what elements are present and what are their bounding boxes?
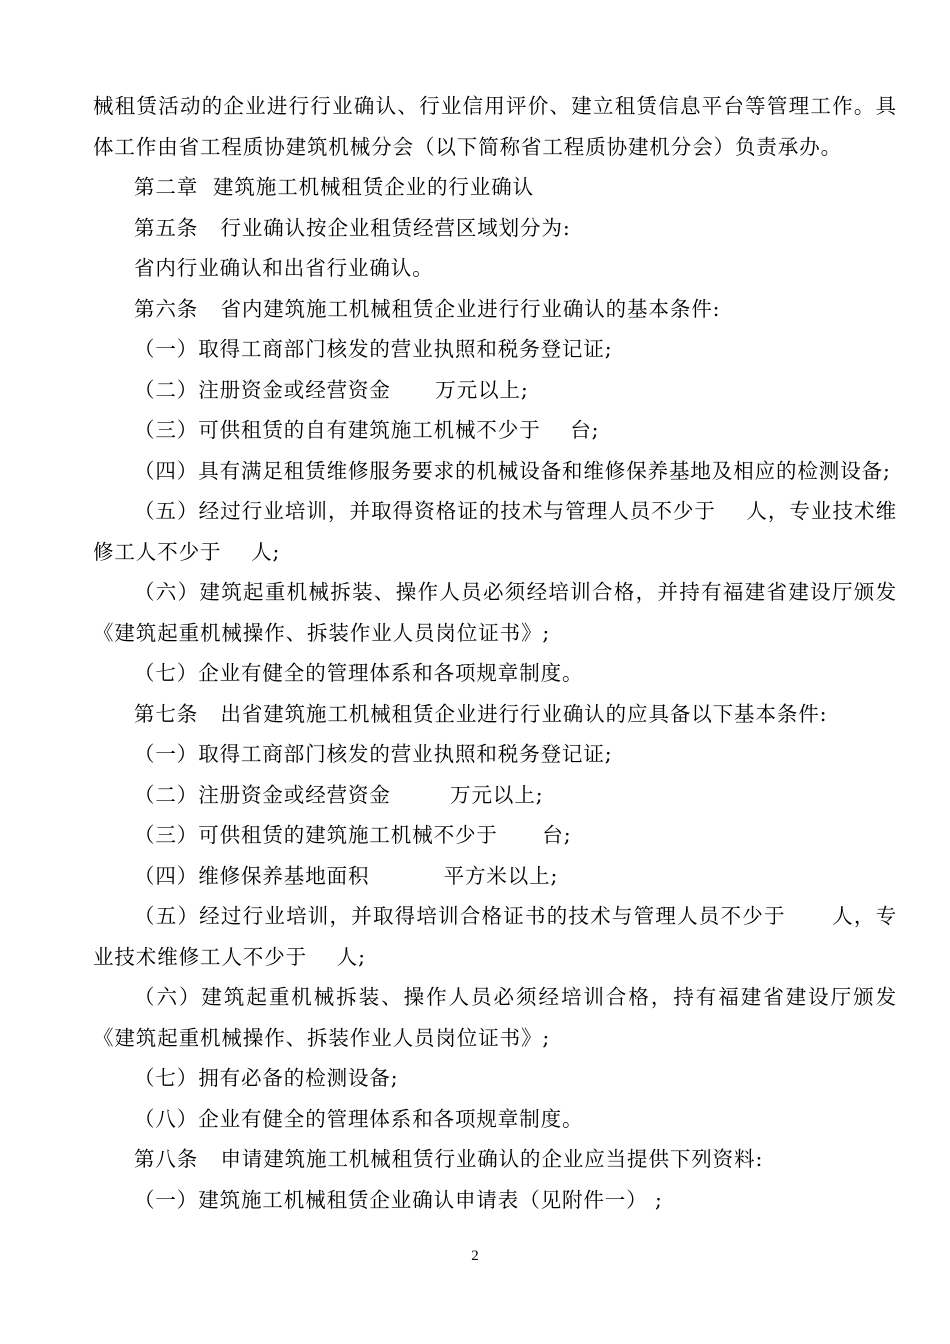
article-6-item-6: （六）建筑起重机械拆装、操作人员必须经培训合格，并持有福建省建设厅颁发《建筑起重机械操作、拆装作业人员岗位证书》; <box>93 580 897 645</box>
article-7-item-3: （三）可供租赁的建筑施工机械不少于 台; <box>134 823 572 847</box>
article-6-item-2: （二）注册资金或经营资金 万元以上; <box>134 377 529 402</box>
article-6-item-4: （四）具有满足租赁维修服务要求的机械设备和维修保养基地及相应的检测设备; <box>134 458 891 483</box>
page-number: 2 <box>471 1248 479 1264</box>
article-7-item-4: （四）维修保养基地面积 平方米以上; <box>134 863 559 888</box>
article-6-item-1: （一）取得工商部门核发的营业执照和税务登记证; <box>134 337 613 361</box>
article-5-body: 省内行业确认和出省行业确认。 <box>134 256 434 280</box>
article-7-item-8: （八）企业有健全的管理体系和各项规章制度。 <box>134 1106 584 1131</box>
chapter-heading: 第二章 建筑施工机械租赁企业的行业确认 <box>134 175 535 199</box>
paragraph-continuation: 械租赁活动的企业进行行业确认、行业信用评价、建立租赁信息平台等管理工作。具体工作由省工程质协建筑机械分会（以下简称省工程质协建机分会）负责承办。 <box>93 94 897 159</box>
article-7: 第七条 出省建筑施工机械租赁企业进行行业确认的应具备以下基本条件: <box>134 701 828 726</box>
document-body <box>93 86 897 1220</box>
article-7-item-5: （五）经过行业培训，并取得培训合格证书的技术与管理人员不少于 人，专业技术维修工人不少于 人; <box>93 904 897 969</box>
article-8: 第八条 申请建筑施工机械租赁行业确认的企业应当提供下列资料: <box>134 1147 764 1171</box>
article-7-item-7: （七）拥有必备的检测设备; <box>134 1066 399 1090</box>
article-5: 第五条 行业确认按企业租赁经营区域划分为: <box>134 215 571 240</box>
article-7-item-2: （二）注册资金或经营资金 万元以上; <box>134 782 544 807</box>
article-6-item-7: （七）企业有健全的管理体系和各项规章制度。 <box>134 661 584 685</box>
article-6-item-5: （五）经过行业培训，并取得资格证的技术与管理人员不少于 人，专业技术维修工人不少于 人; <box>93 499 897 564</box>
article-7-item-1: （一）取得工商部门核发的营业执照和税务登记证; <box>134 742 613 766</box>
article-6-item-3: （三）可供租赁的自有建筑施工机械不少于 台; <box>134 418 600 442</box>
article-6: 第六条 省内建筑施工机械租赁企业进行行业确认的基本条件: <box>134 296 721 321</box>
article-8-item-1: （一）建筑施工机械租赁企业确认申请表（见附件一） ; <box>134 1187 663 1212</box>
article-7-item-6: （六）建筑起重机械拆装、操作人员必须经培训合格，持有福建省建设厅颁发《建筑起重机械操作、拆装作业人员岗位证书》; <box>93 985 897 1050</box>
